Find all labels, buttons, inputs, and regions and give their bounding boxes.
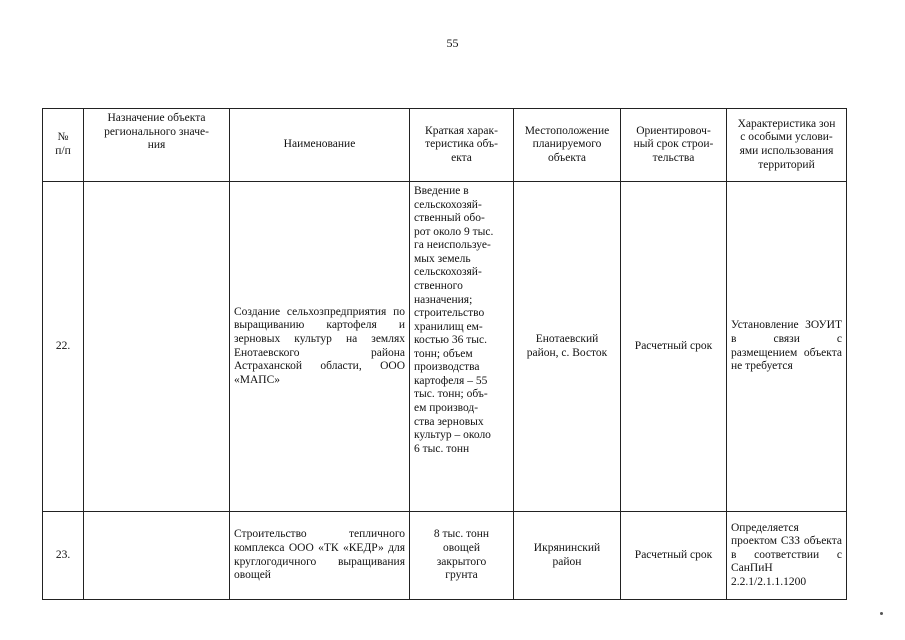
header-name: Наименование xyxy=(230,109,410,182)
objects-table xyxy=(42,108,847,600)
row-purpose xyxy=(84,512,230,600)
row-description: Введение в сельскохозяй- ственный обо- рот около 9 тыс. га неиспользуе- мых земель сельскохозяй- ственного назначения; строительство хранилищ ем- костью 36 тыс. тонн; объем производства картофеля – 55 тыс. тонн; объ- ем производ- ства зерновых культур – около 6 тыс. тонн xyxy=(410,182,514,512)
table-header-row xyxy=(43,109,847,182)
header-purpose: Назначение объекта регионального значе- ния xyxy=(84,109,230,182)
scan-speck xyxy=(880,612,883,615)
row-name: Строительство тепличного комплекса ООО «ТК «КЕДР» для круглогодичного выращивания овощей xyxy=(230,512,410,600)
header-term: Ориентировоч- ный срок строи- тельства xyxy=(621,109,727,182)
row-number: 22. xyxy=(43,182,84,512)
page-number: 55 xyxy=(446,36,459,50)
row-location: Икрянинский район xyxy=(514,512,621,600)
row-purpose xyxy=(84,182,230,512)
row-term: Расчетный срок xyxy=(621,182,727,512)
header-location: Местоположение планируемого объекта xyxy=(514,109,621,182)
header-zones: Характеристика зон с особыми услови- ями использования территорий xyxy=(727,109,847,182)
row-description: 8 тыс. тонн овощей закрытого грунта xyxy=(410,512,514,600)
row-location: Енотаевский район, с. Восток xyxy=(514,182,621,512)
header-description: Краткая харак- теристика объ- екта xyxy=(410,109,514,182)
table-row xyxy=(43,182,847,512)
row-number: 23. xyxy=(43,512,84,600)
row-term: Расчетный срок xyxy=(621,512,727,600)
header-number: № п/п xyxy=(43,109,84,182)
row-name: Создание сельхозпредприятия по выращиванию картофеля и зерновых культур на землях Енотаевского района Астраханской области, ООО «МАПС» xyxy=(230,182,410,512)
row-zones: Установление ЗОУИТ в связи с размещением объекта не требуется xyxy=(727,182,847,512)
row-zones: Определяется проектом СЗЗ объекта в соответствии с СанПиН 2.2.1/2.1.1.1200 xyxy=(727,512,847,600)
table-row xyxy=(43,512,847,600)
